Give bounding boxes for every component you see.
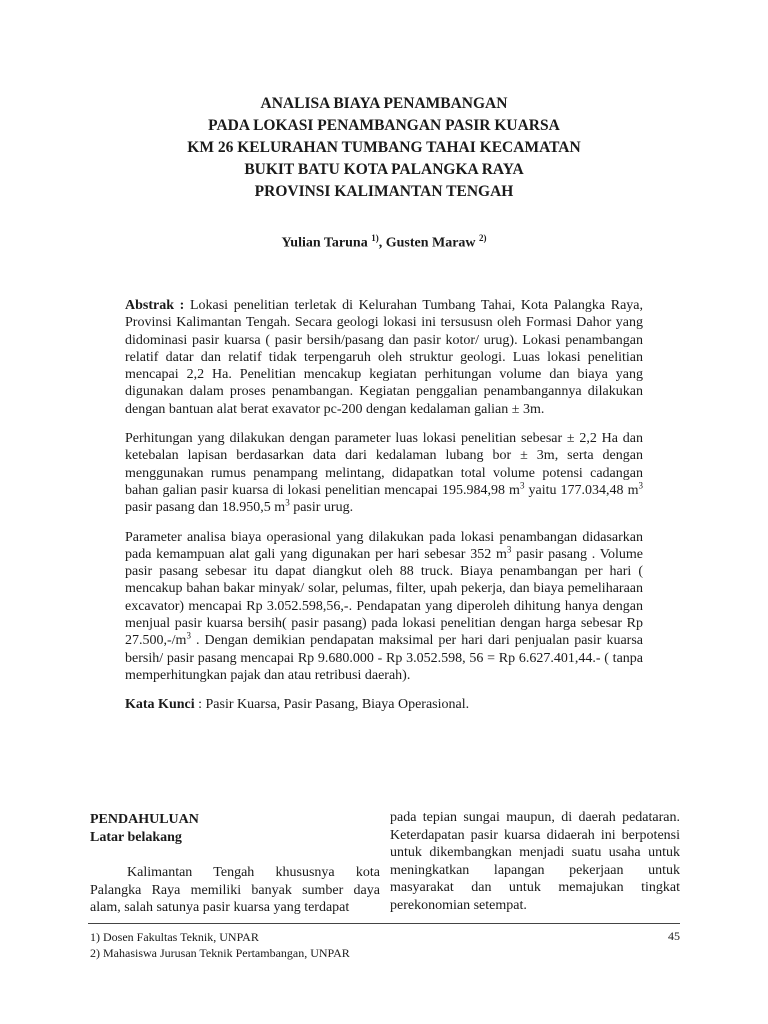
title-line: PROVINSI KALIMANTAN TENGAH	[254, 183, 514, 200]
left-column	[90, 811, 380, 917]
abstract-text: Perhitungan yang dilakukan dengan parameter luas lokasi penelitian sebesar ± 2,2 Ha dan ketebalan lapisan berdasarkan data dari kedalaman lubang bor ± 3m, serta dengan menggunakan rumus penampang melintang, didapatkan total volume potensi cadangan bahan galian pasir kuarsa di lokasi penelitian mencapai 195.984,98 m	[125, 431, 643, 498]
superscript: 3	[186, 630, 191, 641]
paper-title	[0, 93, 768, 203]
footnote: 1) Dosen Fakultas Teknik, UNPAR	[90, 930, 259, 944]
title-line: ANALISA BIAYA PENAMBANGAN	[260, 95, 508, 112]
abstract-text: Lokasi penelitian terletak di Kelurahan Tumbang Tahai, Kota Palangka Raya, Provinsi Kalimantan Tengah. Secara geologi lokasi ini tersususn oleh Formasi Dahor yang didominasi pasir kuarsa ( pasir bersih/pasang dan pasir kotor/ urug). Lokasi penambangan relatif datar dan relatif tidak terpengaruh oleh struktur geologi. Luas lokasi penelitian mencapai 2,2 Ha. Penelitian mencakup kegiatan perhitungan volume dan biaya yang digunakan dalam proses penambangan. Kegiatan penggalian penambangannya dilakukan dengan bantuan alat berat exavator pc-200 dengan kedalaman galian ± 3m.	[125, 298, 643, 417]
footnotes	[90, 929, 682, 961]
author-separator: ,	[378, 235, 386, 251]
keywords	[125, 696, 643, 713]
footnote-divider	[88, 923, 680, 924]
section-heading: PENDAHULUAN	[90, 812, 199, 827]
abstract-paragraph	[125, 297, 643, 418]
page-number: 45	[668, 929, 680, 943]
right-column	[390, 809, 680, 914]
footnote: 2) Mahasiswa Jurusan Teknik Pertambangan, UNPAR	[90, 946, 350, 960]
body-paragraph: pada tepian sungai maupun, di daerah pedataran. Keterdapatan pasir kuarsa didaerah ini berpotensi untuk dikembangkan menjadi suatu usaha untuk meningkatkan lapangan pekerjaan untuk masyarakat dan untuk memajukan tingkat perekonomian setempat.	[390, 810, 680, 913]
superscript: 3	[638, 480, 643, 491]
keywords-text: : Pasir Kuarsa, Pasir Pasang, Biaya Operasional.	[194, 697, 470, 713]
superscript: 3	[506, 544, 512, 555]
author-name: Gusten Maraw	[385, 235, 476, 251]
superscript: 3	[285, 497, 290, 508]
abstract-text: pasir urug.	[289, 500, 354, 516]
abstract-paragraph	[125, 529, 643, 685]
abstract	[125, 297, 643, 726]
title-line: PADA LOKASI PENAMBANGAN PASIR KUARSA	[208, 117, 560, 134]
abstract-text: Parameter analisa biaya operasional yang dilakukan pada lokasi penambangan didasarkan pada kemampuan alat gali yang digunakan per hari sebesar 352 m	[125, 529, 643, 562]
subsection-heading: Latar belakang	[90, 829, 182, 845]
abstract-text: pasir pasang . Volume pasir pasang sebesar itu dapat diangkut oleh 88 truck. Biaya penambangan per hari ( mencakup bahan bakar minyak/ solar, pelumas, filter, upah pekerja, dan biaya pemeliharaan excavator) mencapai Rp 3.052.598,56,-. Pendapatan yang diperoleh dihitung hanya dengan menjual pasir kuarsa bersih( pasir pasang) pada lokasi penelitian dengan harga sebesar Rp 27.500,-/m	[125, 546, 644, 649]
abstract-paragraph	[125, 430, 643, 516]
superscript: 3	[519, 480, 525, 491]
abstract-label: Abstrak :	[125, 298, 185, 313]
author-line	[0, 233, 768, 252]
author-affiliation-mark: 2)	[479, 233, 487, 243]
title-line: BUKIT BATU KOTA PALANGKA RAYA	[244, 161, 524, 178]
title-line: KM 26 KELURAHAN TUMBANG TAHAI KECAMATAN	[187, 139, 581, 156]
author-name: Yulian Taruna	[281, 235, 368, 251]
abstract-text: yaitu 177.034,48 m	[524, 482, 639, 498]
author-affiliation-mark: 1)	[371, 233, 379, 243]
abstract-text: pasir pasang dan 18.950,5 m	[125, 500, 286, 516]
body-paragraph: Kalimantan Tengah khususnya kota Palangka Raya memiliki banyak sumber daya alam, salah satunya pasir kuarsa yang terdapat	[90, 865, 380, 915]
keywords-label: Kata Kunci	[125, 697, 195, 713]
abstract-text: . Dengan demikian pendapatan maksimal per hari dari penjualan pasir kuarsa bersih/ pasir pasang mencapai Rp 9.680.000 - Rp 3.052.598, 56 = Rp 6.627.401,44.- ( tanpa memperhitungkan pajak dan atau retribusi daerah).	[125, 633, 643, 683]
